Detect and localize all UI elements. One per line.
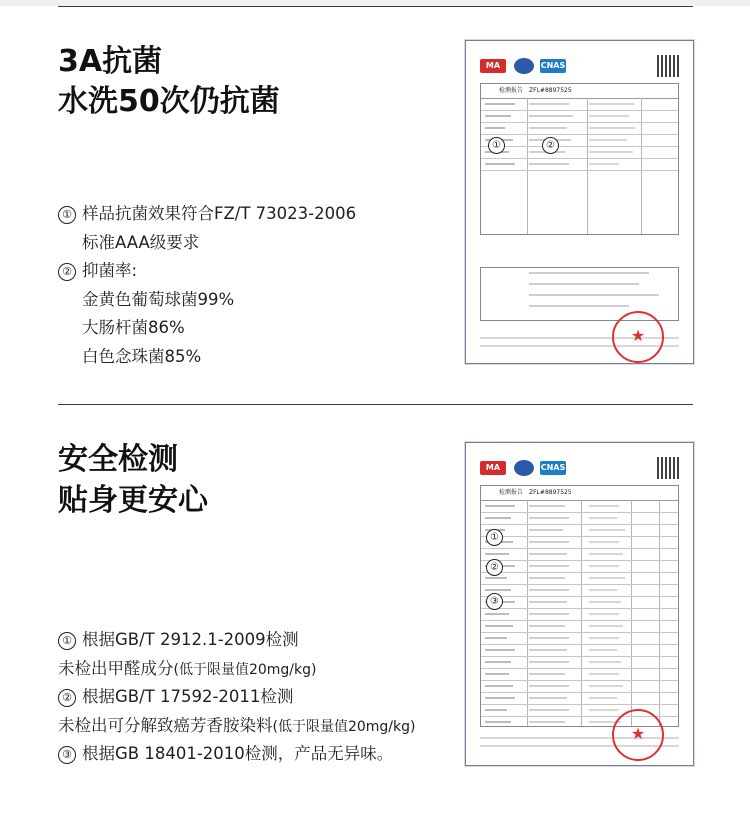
report-header (480, 55, 679, 79)
report-number: ZFL#8897525 (529, 489, 572, 496)
circled-number: ② (58, 263, 76, 281)
item-text: 未检出甲醛成分 (58, 658, 174, 678)
ilac-logo-icon (514, 58, 534, 74)
list-item (58, 712, 415, 741)
section-divider-top (58, 6, 693, 7)
section1-bullet-list (58, 200, 356, 371)
circled-number: ① (58, 632, 76, 650)
list-item (58, 740, 415, 769)
list-item (58, 229, 356, 258)
list-item (58, 257, 356, 286)
report-marker: ② (542, 137, 559, 154)
limit-note: (低于限量值20mg/kg) (272, 718, 416, 735)
section2-title-line2: 贴身更安心 (58, 483, 208, 518)
cnas-logo-icon: CNAS (540, 59, 566, 73)
report-header (480, 457, 679, 481)
report-table (480, 485, 679, 727)
item-text: 抑菌率: (82, 261, 138, 280)
report-marker: ② (486, 559, 503, 576)
item-text: 样品抗菌效果符合FZ/T 73023-2006 (82, 204, 357, 223)
item-text: 标准AAA级要求 (82, 232, 200, 252)
list-item (58, 343, 356, 372)
circled-number: ① (58, 206, 76, 224)
ilac-logo-icon (514, 460, 534, 476)
ma-logo-icon: MA (480, 59, 506, 73)
limit-note: (低于限量值20mg/kg) (173, 661, 317, 678)
cnas-logo-icon: CNAS (540, 461, 566, 475)
list-item (58, 626, 415, 655)
report-marker: ③ (486, 593, 503, 610)
section-divider (58, 404, 693, 405)
list-item (58, 683, 415, 712)
section1-title-line2: 水洗50次仍抗菌 (58, 84, 280, 119)
report-number: ZFL#8897525 (529, 87, 572, 94)
test-report-thumbnail-1 (465, 40, 694, 364)
section2-bullet-list (58, 626, 415, 769)
red-seal-stamp-icon (612, 311, 664, 363)
item-text: 根据GB/T 17592-2011检测 (82, 687, 294, 706)
item-text: 白色念珠菌85% (82, 346, 202, 366)
report-marker: ① (488, 137, 505, 154)
list-item (58, 286, 356, 315)
item-text: 未检出可分解致癌芳香胺染料 (58, 715, 273, 735)
item-text: 根据GB/T 2912.1-2009检测 (82, 630, 299, 649)
circled-number: ③ (58, 746, 76, 764)
section1-title-line1: 3A抗菌 (58, 44, 163, 79)
report-heading (481, 486, 678, 501)
test-report-thumbnail-2 (465, 442, 694, 766)
list-item (58, 655, 415, 684)
report-heading (481, 84, 678, 99)
report-table (480, 83, 679, 235)
report-heading-text: 检测报告 (499, 489, 524, 496)
item-text: 根据GB 18401-2010检测，产品无异味。 (82, 744, 394, 763)
red-seal-stamp-icon (612, 709, 664, 761)
section2-title-line1: 安全检测 (58, 442, 178, 477)
qr-code-icon (657, 55, 679, 77)
list-item (58, 314, 356, 343)
list-item (58, 200, 356, 229)
report-heading-text: 检测报告 (499, 87, 524, 94)
report-marker: ① (486, 529, 503, 546)
qr-code-icon (657, 457, 679, 479)
item-text: 金黄色葡萄球菌99% (82, 289, 235, 309)
item-text: 大肠杆菌86% (82, 318, 185, 337)
ma-logo-icon: MA (480, 461, 506, 475)
circled-number: ② (58, 689, 76, 707)
